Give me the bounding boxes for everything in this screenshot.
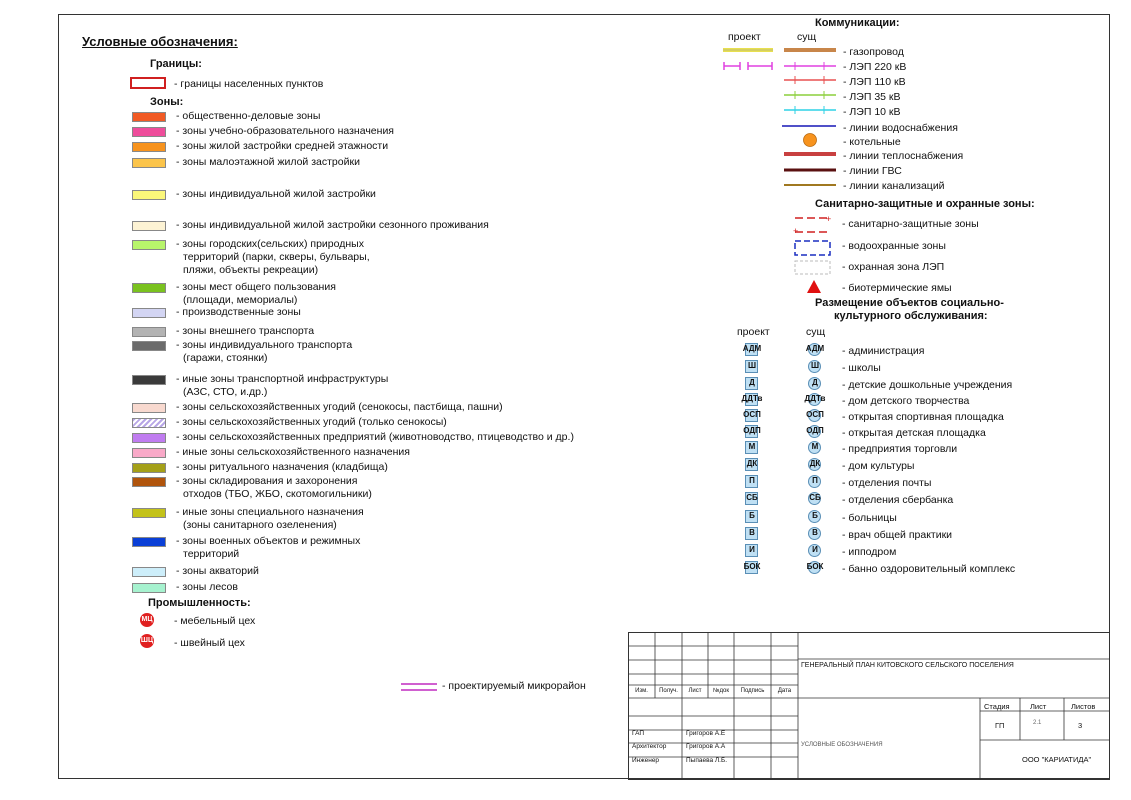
zone-label: - зоны мест общего пользования [176,281,336,293]
company-name: ООО "КАРИАТИДА" [1022,755,1092,764]
title-block-header: Получ. [659,688,678,694]
communication-label: - ЛЭП 220 кВ [843,61,907,73]
communication-label: - ЛЭП 35 кВ [843,91,901,103]
zone-label: - зоны индивидуальной жилой застройки [176,188,376,200]
stage-label: Стадия [984,702,1010,711]
stage-value: ГП [995,721,1005,730]
lep10-existing [784,106,836,114]
social-existing-abbr: ОДП [806,426,824,435]
border-swatch [130,77,166,89]
social-existing-abbr: В [812,528,818,537]
zone-swatch [132,158,166,168]
communication-label: - линии ГВС [843,165,902,177]
social-header-1: Размещение объектов социально- [815,297,1004,309]
lep-protection-swatch [795,261,830,274]
title-block-header: №док [713,688,729,694]
zone-label: - общественно-деловые зоны [176,110,321,122]
zone-label: - иные зоны специального назначения [176,506,364,518]
social-label: - больницы [842,512,897,524]
zone-swatch [132,112,166,122]
water-protection-swatch [795,241,830,255]
zone-label: - зоны учебно-образовательного назначения [176,125,394,137]
social-project-abbr: Б [749,511,755,520]
comm-col-project: проект [728,31,761,43]
zone-swatch [132,375,166,385]
zone-swatch [132,127,166,137]
lep110-existing [784,76,836,84]
social-label: - предприятия торговли [842,443,958,455]
zone-swatch [132,327,166,337]
social-label: - школы [842,362,881,374]
social-label: - дом культуры [842,460,915,472]
communications-symbols [720,40,840,195]
social-project-abbr: БОК [743,562,761,571]
microdistrict-label: - проектируемый микрорайон [442,680,586,692]
comm-col-existing: сущ [797,31,817,43]
zone-swatch [132,240,166,250]
social-label: - администрация [842,345,925,357]
social-existing-abbr: ОСП [806,410,824,419]
svg-text:+: + [826,214,832,224]
social-label: - дом детского творчества [842,395,970,407]
person-name: Григоров А.А [686,743,726,750]
sewing-shop-icon: ШЦ [140,634,154,648]
lep35-existing [784,91,836,99]
zone-swatch [132,477,166,487]
social-label: - ипподром [842,546,897,558]
lep220-existing [784,62,836,70]
sanitary-label: - санитарно-защитные зоны [842,218,979,230]
sewing-shop-label: - швейный цех [174,637,245,649]
social-existing-abbr: Б [812,511,818,520]
zone-label-line3: пляжи, объекты рекреации) [183,264,319,276]
svg-text:+: + [793,226,799,236]
social-project-abbr: М [748,442,756,451]
zone-label: - иные зоны сельскохозяйственного назначения [176,446,410,458]
zone-label: - зоны жилой застройки средней этажности [176,140,389,152]
zone-label: - зоны ритуального назначения (кладбища) [176,461,388,473]
communication-label: - ЛЭП 10 кВ [843,106,901,118]
social-existing-abbr: М [811,442,819,451]
social-col-project: проект [737,326,770,338]
person-role: Инженер [632,757,660,764]
social-label: - отделения сбербанка [842,494,954,506]
zone-label: - зоны малоэтажной жилой застройки [176,156,360,168]
zone-swatch [132,583,166,593]
social-col-existing: сущ [806,326,826,338]
communications-header: Коммуникации: [815,17,900,29]
social-existing-abbr: АДМ [805,344,825,353]
social-project-abbr: И [749,545,755,554]
biothermal-pit-icon [807,280,821,293]
zones-header: Зоны: [150,96,184,108]
zone-label-line2: (площади, мемориалы) [183,294,298,306]
social-existing-abbr: ДК [809,459,821,468]
sheet-label: Лист [1030,702,1047,711]
zone-swatch [132,142,166,152]
communication-label: - линии канализаций [843,180,945,192]
lep220-project [724,62,772,70]
zone-swatch [132,341,166,351]
title-block-header: Подпись [740,688,765,694]
title-block-header: Дата [777,688,792,694]
social-label: - банно оздоровительный комплекс [842,563,1016,575]
social-label: - детские дошкольные учреждения [842,379,1013,391]
zone-label-line2: территорий (парки, скверы, бульвары, [183,251,370,263]
zone-label: - зоны сельскохозяйственных угодий (только сенокосы) [176,416,447,428]
zone-label: - зоны лесов [176,581,238,593]
zone-swatch [132,567,166,577]
social-existing-abbr: БОК [806,562,824,571]
social-project-abbr: ОСП [743,410,761,419]
borders-header: Границы: [150,58,202,70]
zone-label: - иные зоны транспортной инфраструктуры [176,373,389,385]
zone-label: - зоны военных объектов и режимных [176,535,361,547]
communication-label: - линии водоснабжения [843,122,958,134]
zone-swatch [132,308,166,318]
communication-label: - ЛЭП 110 кВ [843,76,906,88]
sheet-name: УСЛОВНЫЕ ОБОЗНАЧЕНИЯ [801,742,883,748]
zone-label-line2: отходов (ТБО, ЖБО, скотомогильники) [183,488,372,500]
social-project-abbr: СБ [746,493,758,502]
title-block-header: Изм. [635,688,648,694]
project-title: ГЕНЕРАЛЬНЫЙ ПЛАН КИТОВСКОГО СЕЛЬСКОГО ПОСЕЛЕНИЯ [801,662,1014,669]
social-header-2: культурного обслуживания: [834,310,988,322]
social-label: - открытая спортивная площадка [842,411,1004,423]
person-name: Григоров А.Е [686,730,726,737]
social-project-abbr: Д [749,378,755,387]
social-existing-abbr: П [812,476,818,485]
social-label: - отделения почты [842,477,932,489]
sanitary-label: - водоохранные зоны [842,240,946,252]
industry-header: Промышленность: [148,597,251,609]
zone-swatch [132,508,166,518]
sanitary-header: Санитарно-защитные и охранные зоны: [815,198,1035,210]
social-project-abbr: АДМ [742,344,762,353]
zone-label: - зоны индивидуальной жилой застройки сезонного проживания [176,219,489,231]
sanitary-zone-swatch [793,214,831,236]
person-role: Архитектор [632,743,667,750]
communication-label: - линии теплоснабжения [843,150,964,162]
social-project-abbr: П [749,476,755,485]
furniture-shop-icon: МЦ [140,613,154,627]
sheets-label: Листов [1071,702,1096,711]
legend-title: Условные обозначения: [82,34,238,49]
social-existing-abbr: И [812,545,818,554]
zone-swatch [132,433,166,443]
social-existing-abbr: Д [812,378,818,387]
social-project-abbr: Ш [747,361,757,370]
social-existing-abbr: ДДТв [804,394,826,403]
communication-label: - котельные [843,136,901,148]
border-label: - границы населенных пунктов [174,78,324,90]
title-block-header: Лист [688,688,702,694]
microdistrict-swatch [401,683,437,691]
zone-label: - зоны внешнего транспорта [176,325,315,337]
zone-label-line2: (зоны санитарного озеленения) [183,519,337,531]
furniture-shop-label: - мебельный цех [174,615,256,627]
sheets-value: 3 [1078,721,1083,730]
social-project-abbr: ДДТв [741,394,763,403]
zone-swatch [132,190,166,200]
social-existing-abbr: СБ [809,493,821,502]
social-project-abbr: ОДП [743,426,761,435]
zone-label: - зоны индивидуального транспорта [176,339,353,351]
sanitary-label: - охранная зона ЛЭП [842,261,945,273]
zone-swatch [132,418,166,428]
social-label: - открытая детская площадка [842,427,986,439]
social-existing-abbr: Ш [810,361,820,370]
zone-label: - зоны акваторий [176,565,259,577]
zone-label: - производственные зоны [176,306,301,318]
social-project-abbr: В [749,528,755,537]
zone-label-line2: (АЗС, СТО, и.др.) [183,386,268,398]
zone-label: - зоны сельскохозяйственных предприятий (животноводство, птицеводство и др.) [176,431,574,443]
zone-swatch [132,537,166,547]
sheet-value: 2.1 [1033,720,1042,726]
sanitary-symbols [790,212,840,302]
boiler-icon [804,134,817,147]
zone-swatch [132,463,166,473]
zone-swatch [132,283,166,293]
person-name: Пыпаева Л.Б. [686,757,728,764]
person-role: ГАП [632,730,645,737]
zone-swatch [132,403,166,413]
social-project-abbr: ДК [746,459,758,468]
zone-label-line2: территорий [183,548,240,560]
zone-label: - зоны городских(сельских) природных [176,238,364,250]
social-label: - врач общей практики [842,529,953,541]
zone-label: - зоны складирования и захоронения [176,475,358,487]
sanitary-label: - биотермические ямы [842,282,952,294]
zone-swatch [132,448,166,458]
communication-label: - газопровод [843,46,904,58]
zone-label: - зоны сельскохозяйственных угодий (сенокосы, пастбища, пашни) [176,401,503,413]
zone-label-line2: (гаражи, стоянки) [183,352,268,364]
zone-swatch [132,221,166,231]
